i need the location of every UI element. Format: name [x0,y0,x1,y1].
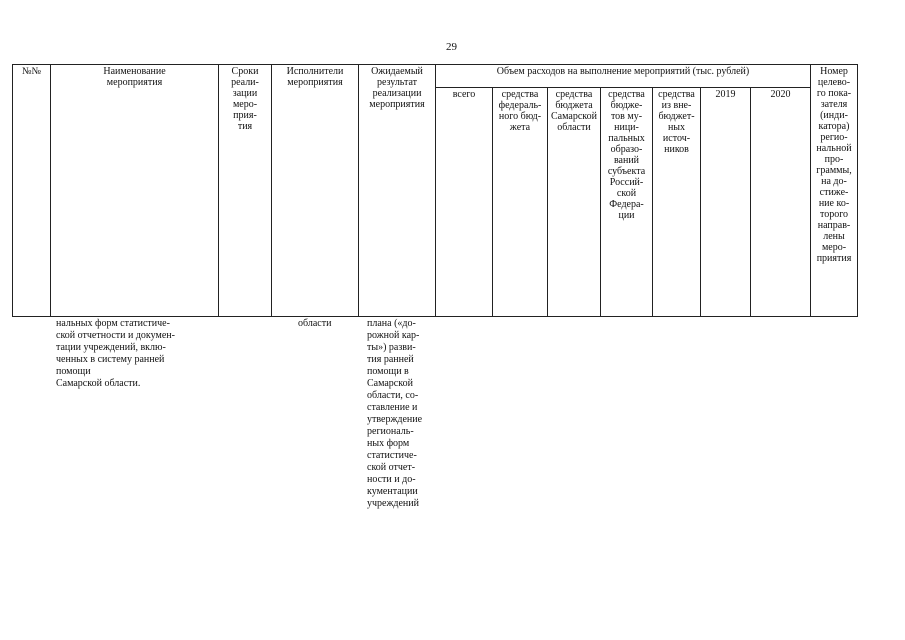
expenses-table [12,64,858,317]
col-terms-header: Сроки реали- зации меро- прия- тия [219,65,272,317]
col-indicator-header: Номер целево- го пока- зателя (инди- катора) регио- нальной про- граммы, на до- стиже- ние ко- торого направ- лены меро- приятия [811,65,858,317]
continuation-name: нальных форм статистиче- ской отчетности и докумен- тации учреждений, вклю- ченных в систему ранней помощи Самарской области. [56,318,175,389]
continuation-result: плана («до- рожной кар- ты») разви- тия ранней помощи в Самарской области, со- ставление и утверждение региональ- ных форм статистиче- ской отчет- ности и до- кументации учреждений [367,318,423,509]
col-extra-header: средства из вне- бюджет- ных источ- ников [653,88,701,317]
col-result-header: Ожидаемый результат реализации мероприятия [359,65,436,317]
col-executors-header: Исполнители мероприятия [272,65,359,317]
col-federal-header: средства федераль- ного бюд- жета [493,88,548,317]
page-number: 29 [446,41,457,53]
col-num-header: №№ [13,65,51,317]
col-2020-header: 2020 [751,88,811,317]
col-total-header: всего [436,88,493,317]
continuation-executors: области [298,318,332,329]
col-2019-header: 2019 [701,88,751,317]
col-regional-header: средства бюджета Самарской области [548,88,601,317]
col-expenses-header: Объем расходов на выполнение мероприятий (тыс. рублей) [436,65,811,88]
col-municipal-header: средства бюдже- тов му- ници- пальных образо- ваний субъекта Россий- ской Федера- ции [601,88,653,317]
col-name-header: Наименование мероприятия [51,65,219,317]
